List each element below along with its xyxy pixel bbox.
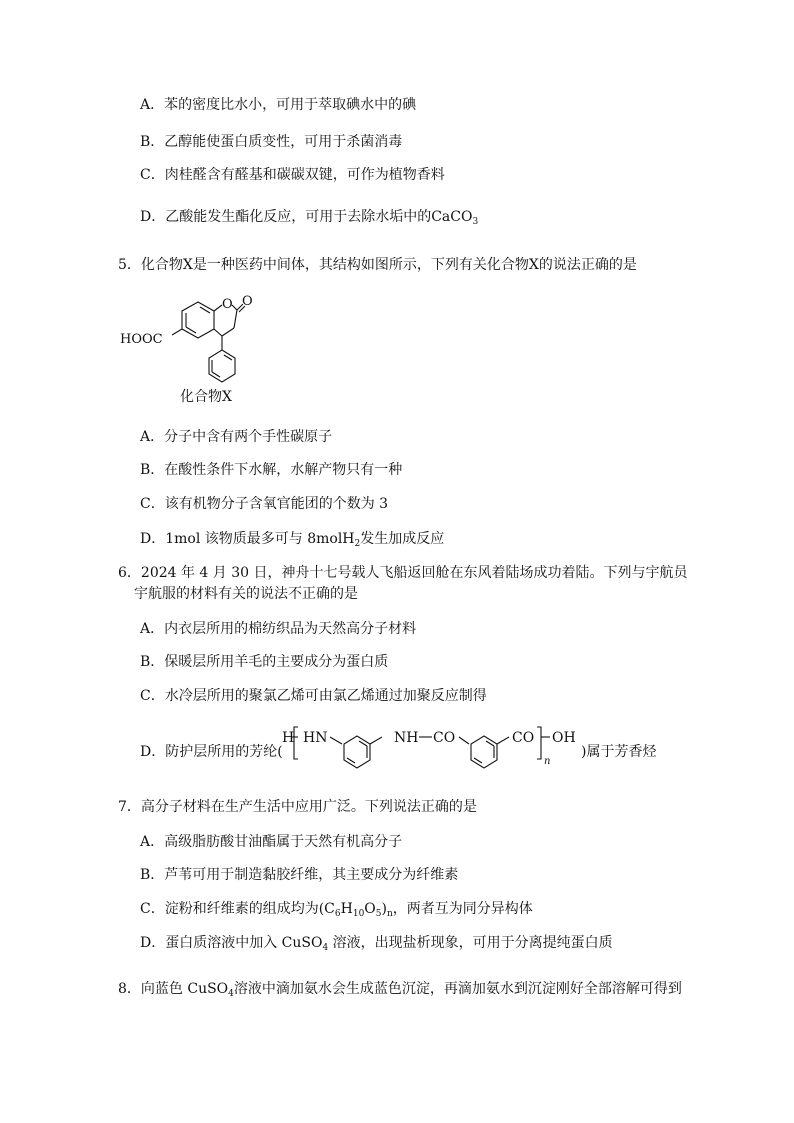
q8-stem-post: 溶液中滴加氨水会生成蓝色沉淀，再滴加氨水到沉淀刚好全部溶解可得到 bbox=[233, 981, 682, 997]
q8-stem-pre: 8．向蓝色 CuSO bbox=[118, 981, 229, 997]
q7-c-mid2: O bbox=[364, 901, 376, 917]
cooh-label: HOOC bbox=[120, 332, 163, 347]
q7-d-post: 溶液，出现盐析现象，可用于分离提纯蛋白质 bbox=[328, 935, 613, 951]
q5-option-d-sub: 2 bbox=[354, 539, 361, 549]
q4-option-d bbox=[140, 208, 478, 226]
q4-option-d-sub: 3 bbox=[472, 217, 479, 227]
q7-c-post: ，两者互为同分异构体 bbox=[392, 901, 533, 917]
carbonyl-oxygen: O bbox=[242, 294, 253, 309]
aramid-co-1: CO bbox=[433, 730, 456, 746]
q5-stem: 5．化合物X是一种医药中间体，其结构如图所示，下列有关化合物X的说法正确的是 bbox=[118, 257, 637, 273]
aramid-hn: HN bbox=[303, 730, 328, 746]
q6-option-a: A．内衣层所用的棉纺织品为天然高分子材料 bbox=[140, 621, 417, 637]
q6-stem-line2: 宇航服的材料有关的说法不正确的是 bbox=[134, 586, 358, 602]
q7-c-s2: 10 bbox=[352, 909, 365, 919]
q6-option-c: C．水冷层所用的聚氯乙烯可由氯乙烯通过加聚反应制得 bbox=[140, 688, 487, 704]
ring-oxygen: O bbox=[222, 297, 233, 312]
q7-d-pre: D．蛋白质溶液中加入 CuSO bbox=[140, 935, 323, 951]
q6-option-d-pre: D．防护层所用的芳纶( bbox=[140, 744, 283, 760]
aramid-nh: NH bbox=[394, 730, 419, 746]
q7-c-s4: n bbox=[386, 909, 393, 919]
q5-option-d-post: 发生加成反应 bbox=[360, 531, 445, 547]
q6-stem-line1: 6．2024 年 4 月 30 日，神舟十七号载人飞船返回舱在东风着陆场成功着陆。下列与宇航员 bbox=[118, 565, 688, 581]
q7-c-pre: C．淀粉和纤维素的组成均为(C bbox=[140, 901, 335, 917]
q5-option-a: A．分子中含有两个手性碳原子 bbox=[140, 429, 333, 445]
q7-option-c bbox=[140, 900, 533, 918]
q7-option-a: A．高级脂肪酸甘油酯属于天然有机高分子 bbox=[140, 834, 403, 850]
q5-option-b: B．在酸性条件下水解，水解产物只有一种 bbox=[140, 462, 403, 478]
compound-caption: 化合物X bbox=[180, 389, 232, 405]
q7-option-b: B．芦苇可用于制造黏胶纤维，其主要成分为纤维素 bbox=[140, 867, 459, 883]
q7-c-s1: 6 bbox=[334, 909, 341, 919]
q4-option-c: C．肉桂醛含有醛基和碳碳双键，可作为植物香料 bbox=[140, 167, 445, 183]
aramid-structure bbox=[282, 722, 582, 782]
q7-stem: 7．高分子材料在生产生活中应用广泛。下列说法正确的是 bbox=[118, 799, 477, 815]
q8-stem bbox=[118, 980, 682, 998]
q6-option-b: B．保暖层所用羊毛的主要成分为蛋白质 bbox=[140, 654, 389, 670]
q6-option-d-post: )属于芳香烃 bbox=[581, 744, 657, 760]
q7-c-s3: 5 bbox=[375, 909, 382, 919]
compound-x-structure bbox=[118, 288, 278, 414]
q7-d-sub: 4 bbox=[322, 943, 329, 953]
q7-c-mid3: ) bbox=[381, 901, 387, 917]
q4-option-b: B．乙醇能使蛋白质变性，可用于杀菌消毒 bbox=[140, 134, 403, 150]
q4-option-d-text: D．乙酸能发生酯化反应，可用于去除水垢中的CaCO bbox=[140, 209, 473, 225]
aramid-co-2: CO bbox=[512, 730, 535, 746]
q5-option-d bbox=[140, 530, 444, 548]
aramid-h: H bbox=[282, 730, 295, 746]
q7-option-d bbox=[140, 934, 613, 952]
q4-option-a: A．苯的密度比水小，可用于萃取碘水中的碘 bbox=[140, 97, 417, 113]
q5-option-c: C．该有机物分子含氧官能团的个数为 3 bbox=[140, 496, 389, 512]
q7-c-mid1: H bbox=[340, 901, 353, 917]
q8-stem-sub: 4 bbox=[228, 989, 234, 999]
q5-option-d-pre: D．1mol 该物质最多可与 8molH bbox=[140, 531, 355, 547]
aramid-n: n bbox=[544, 756, 551, 767]
aramid-oh: OH bbox=[552, 730, 576, 746]
